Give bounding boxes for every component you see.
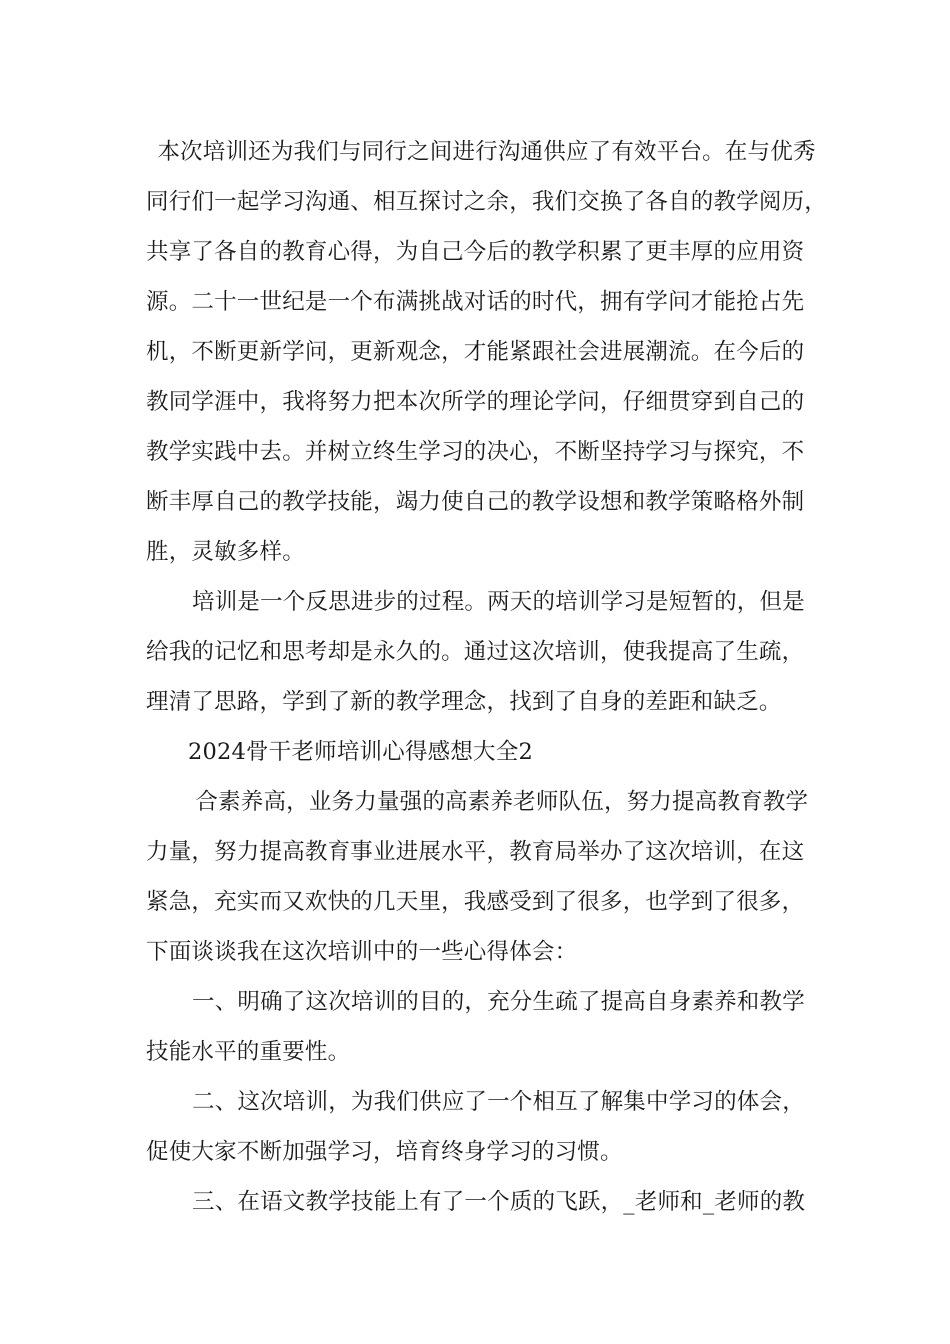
paragraph-1-line-6: 教同学涯中，我将努力把本次所学的理论学问，仔细贯穿到自己的 <box>146 389 805 415</box>
paragraph-6-line-1: 三、在语文教学技能上有了一个质的飞跃，_老师和_老师的教 <box>192 1189 806 1215</box>
paragraph-1-line-2: 同行们一起学习沟通、相互探讨之余，我们交换了各自的教学阅历， <box>146 189 828 215</box>
paragraph-2-line-1: 培训是一个反思进步的过程。两天的培训学习是短暂的，但是 <box>192 589 805 615</box>
paragraph-4-line-2: 技能水平的重要性。 <box>146 1039 351 1065</box>
section-heading: 2024骨干老师培训心得感想大全2 <box>188 739 533 765</box>
paragraph-1-line-5: 机，不断更新学问，更新观念，才能紧跟社会进展潮流。在今后的 <box>146 339 805 365</box>
paragraph-3-line-2: 力量，努力提高教育事业进展水平，教育局举办了这次培训，在这 <box>146 839 805 865</box>
paragraph-3-line-1: 合素养高，业务力量强的高素养老师队伍，努力提高教育教学 <box>188 789 809 815</box>
paragraph-1-line-1: 本次培训还为我们与同行之间进行沟通供应了有效平台。在与优秀 <box>150 139 816 165</box>
paragraph-1-line-7: 教学实践中去。并树立终生学习的决心，不断坚持学习与探究，不 <box>146 439 805 465</box>
paragraph-1-line-9: 胜，灵敏多样。 <box>146 539 305 565</box>
paragraph-2-line-3: 理清了思路，学到了新的教学理念，找到了自身的差距和缺乏。 <box>146 689 782 715</box>
paragraph-2-line-2: 给我的记忆和思考却是永久的。通过这次培训，使我提高了生疏， <box>146 639 805 665</box>
paragraph-1-line-3: 共享了各自的教育心得，为自己今后的教学积累了更丰厚的应用资 <box>146 239 805 265</box>
paragraph-4-line-1: 一、明确了这次培训的目的，充分生疏了提高自身素养和教学 <box>192 989 805 1015</box>
paragraph-3-line-4: 下面谈谈我在这次培训中的一些心得体会： <box>146 939 578 965</box>
paragraph-1-line-4: 源。二十一世纪是一个布满挑战对话的时代，拥有学问才能抢占先 <box>146 289 805 315</box>
paragraph-3-line-3: 紧急，充实而又欢快的几天里，我感受到了很多，也学到了很多， <box>146 889 805 915</box>
paragraph-5-line-2: 促使大家不断加强学习，培育终身学习的习惯。 <box>146 1139 623 1165</box>
paragraph-1-line-8: 断丰厚自己的教学技能，竭力使自己的教学设想和教学策略格外制 <box>146 489 805 515</box>
paragraph-5-line-1: 二、这次培训，为我们供应了一个相互了解集中学习的体会， <box>192 1089 805 1115</box>
